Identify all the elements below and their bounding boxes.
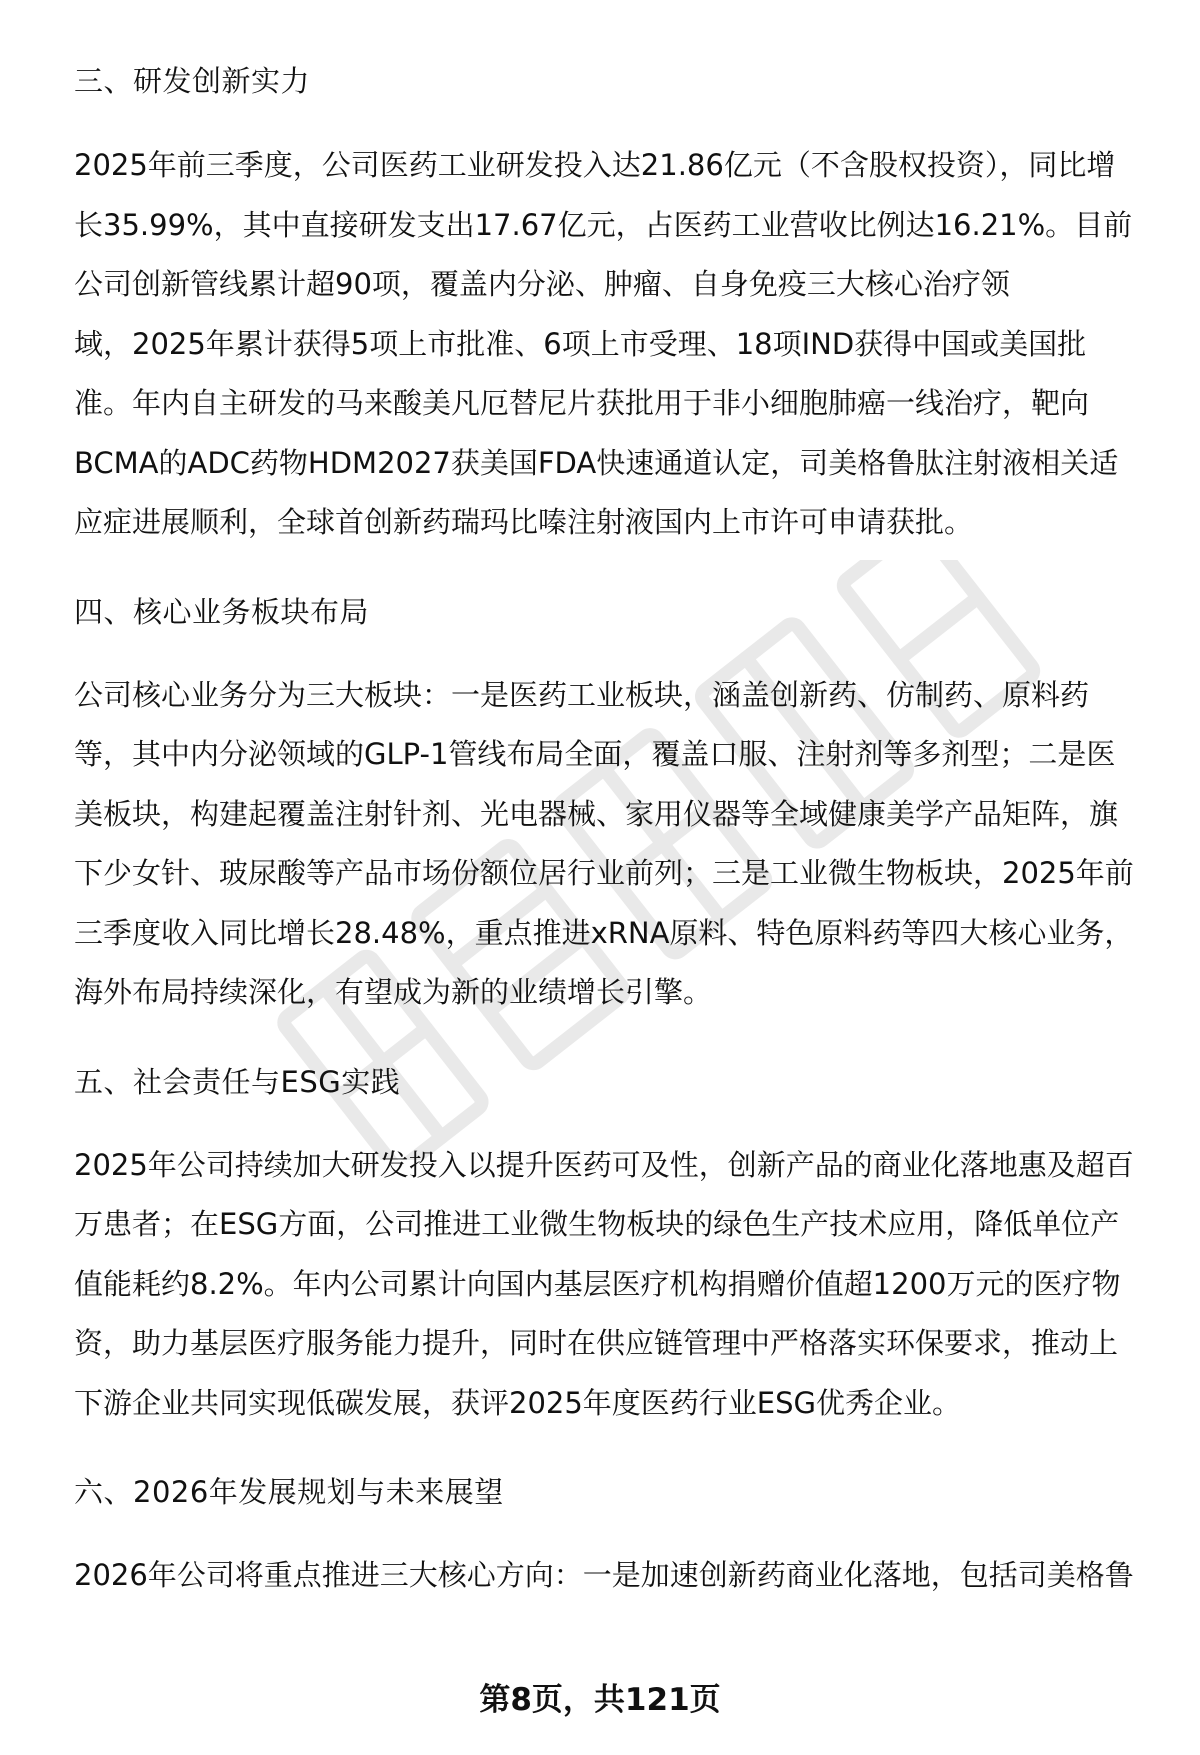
paragraph-line: 等，其中内分泌领域的GLP-1管线布局全面，覆盖口服、注射剂等多剂型；二是医 [74, 737, 1116, 771]
section-heading: 三、研发创新实力 [74, 64, 311, 98]
section-heading: 六、2026年发展规划与未来展望 [74, 1475, 504, 1509]
paragraph-line: 域，2025年累计获得5项上市批准、6项上市受理、18项IND获得中国或美国批 [74, 326, 1087, 361]
paragraph-line: 应症进展顺利，全球首创新药瑞玛比嗪注射液国内上市许可申请获批。 [74, 505, 974, 539]
section-esg [74, 1061, 1164, 1434]
paragraph-line: BCMA的ADC药物HDM2027获美国FDA快速通道认定，司美格鲁肽注射液相关适 [74, 445, 1119, 480]
paragraph-line: 公司核心业务分为三大板块：一是医药工业板块，涵盖创新药、仿制药、原料药 [74, 677, 1090, 712]
paragraph-line: 下游企业共同实现低碳发展，获评2025年度医药行业ESG优秀企业。 [74, 1385, 962, 1420]
section-rd-innovation [74, 60, 1164, 553]
page-number-footer: 第8页，共121页 [479, 1682, 721, 1718]
section-paragraph [74, 1136, 1164, 1434]
paragraph-line: 下少女针、玻尿酸等产品市场份额位居行业前列；三是工业微生物板块，2025年前 [74, 856, 1134, 890]
section-2026-outlook [74, 1471, 1164, 1606]
paragraph-line: 三季度收入同比增长28.48%，重点推进xRNA原料、特色原料药等四大核心业务， [74, 915, 1134, 950]
document-body [74, 60, 1164, 1606]
section-heading: 五、社会责任与ESG实践 [74, 1064, 401, 1099]
section-heading: 四、核心业务板块布局 [74, 594, 370, 629]
paragraph-line: 2026年公司将重点推进三大核心方向：一是加速创新药商业化落地，包括司美格鲁 [74, 1558, 1134, 1592]
paragraph-line: 值能耗约8.2%。年内公司累计向国内基层医疗机构捐赠价值超1200万元的医疗物 [74, 1266, 1121, 1301]
paragraph-line: 万患者；在ESG方面，公司推进工业微生物板块的绿色生产技术应用，降低单位产 [74, 1207, 1120, 1241]
section-paragraph [74, 666, 1164, 1023]
paragraph-line: 2025年前三季度，公司医药工业研发投入达21.86亿元（不含股权投资），同比增 [74, 148, 1116, 182]
paragraph-line: 准。年内自主研发的马来酸美凡厄替尼片获批用于非小细胞肺癌一线治疗，靶向 [74, 386, 1090, 420]
paragraph-line: 2025年公司持续加大研发投入以提升医药可及性，创新产品的商业化落地惠及超百 [74, 1147, 1134, 1182]
paragraph-line: 海外布局持续深化，有望成为新的业绩增长引擎。 [74, 975, 713, 1009]
section-paragraph [74, 136, 1164, 553]
paragraph-line: 美板块，构建起覆盖注射针剂、光电器械、家用仪器等全域健康美学产品矩阵，旗 [74, 796, 1119, 831]
section-core-business [74, 591, 1164, 1023]
paragraph-line: 资，助力基层医疗服务能力提升，同时在供应链管理中严格落实环保要求，推动上 [74, 1326, 1119, 1360]
paragraph-line: 长35.99%，其中直接研发支出17.67亿元，占医药工业营收比例达16.21%。目前 [74, 207, 1133, 242]
section-paragraph [74, 1546, 1164, 1606]
paragraph-line: 公司创新管线累计超90项，覆盖内分泌、肿瘤、自身免疫三大核心治疗领 [74, 267, 1010, 301]
